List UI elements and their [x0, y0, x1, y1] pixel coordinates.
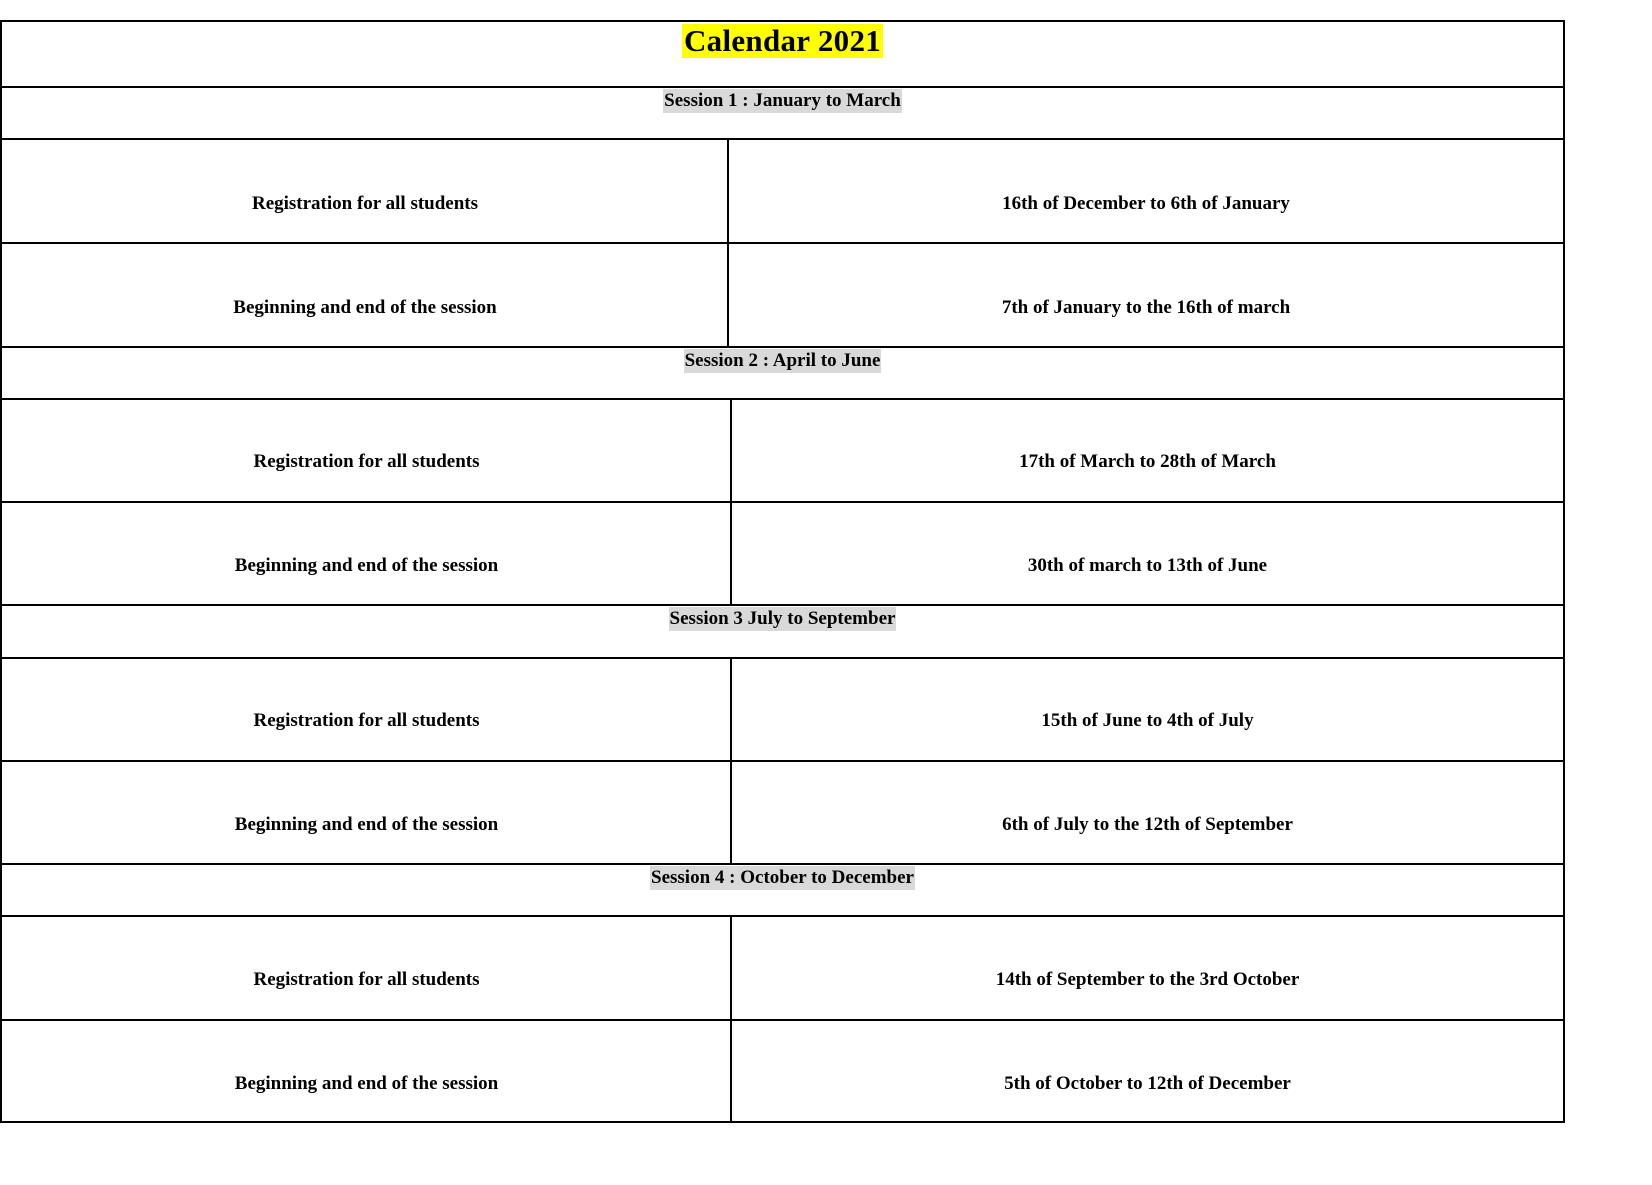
session-3-header [2, 606, 1563, 658]
divider [2, 501, 1563, 503]
session-2-registration-dates: 17th of March to 28th of March [1019, 451, 1276, 472]
session-4-registration-label: Registration for all students [253, 969, 480, 990]
session-2-term-label: Beginning and end of the session [234, 555, 499, 576]
session-1-registration-label: Registration for all students [251, 193, 479, 214]
divider [2, 657, 1563, 659]
calendar-table [0, 20, 1565, 1123]
session-4-header [2, 865, 1563, 917]
session-1-term-label: Beginning and end of the session [233, 297, 497, 318]
session-1-term-dates: 7th of January to the 16th of march [1001, 297, 1291, 318]
session-4-term-dates: 5th of October to 12th of December [1004, 1073, 1291, 1094]
divider [2, 242, 1563, 244]
session-2-label: Session 2 : April to June [684, 350, 881, 371]
title-row [2, 22, 1563, 87]
session-3-term-dates: 6th of July to the 12th of September [1002, 814, 1293, 835]
page-title: Calendar 2021 [683, 23, 882, 58]
session-3-label: Session 3 July to September [669, 608, 896, 629]
divider [2, 760, 1563, 762]
session-4-term-label: Beginning and end of the session [234, 1073, 499, 1094]
session-4-label: Session 4 : October to December [651, 867, 914, 888]
session-2-term-dates: 30th of march to 13th of June [1027, 555, 1268, 576]
divider [2, 915, 1563, 917]
session-3-registration-label: Registration for all students [253, 710, 480, 731]
session-1-registration-dates: 16th of December to 6th of January [1002, 193, 1290, 214]
divider [2, 1019, 1563, 1021]
divider [2, 398, 1563, 400]
session-2-header [2, 348, 1563, 400]
session-3-term-label: Beginning and end of the session [234, 814, 499, 835]
session-1-header [2, 88, 1563, 140]
session-1-label: Session 1 : January to March [664, 90, 901, 111]
divider [2, 138, 1563, 140]
session-3-registration-dates: 15th of June to 4th of July [1041, 710, 1254, 731]
session-2-registration-label: Registration for all students [253, 451, 480, 472]
session-4-registration-dates: 14th of September to the 3rd October [995, 969, 1300, 990]
